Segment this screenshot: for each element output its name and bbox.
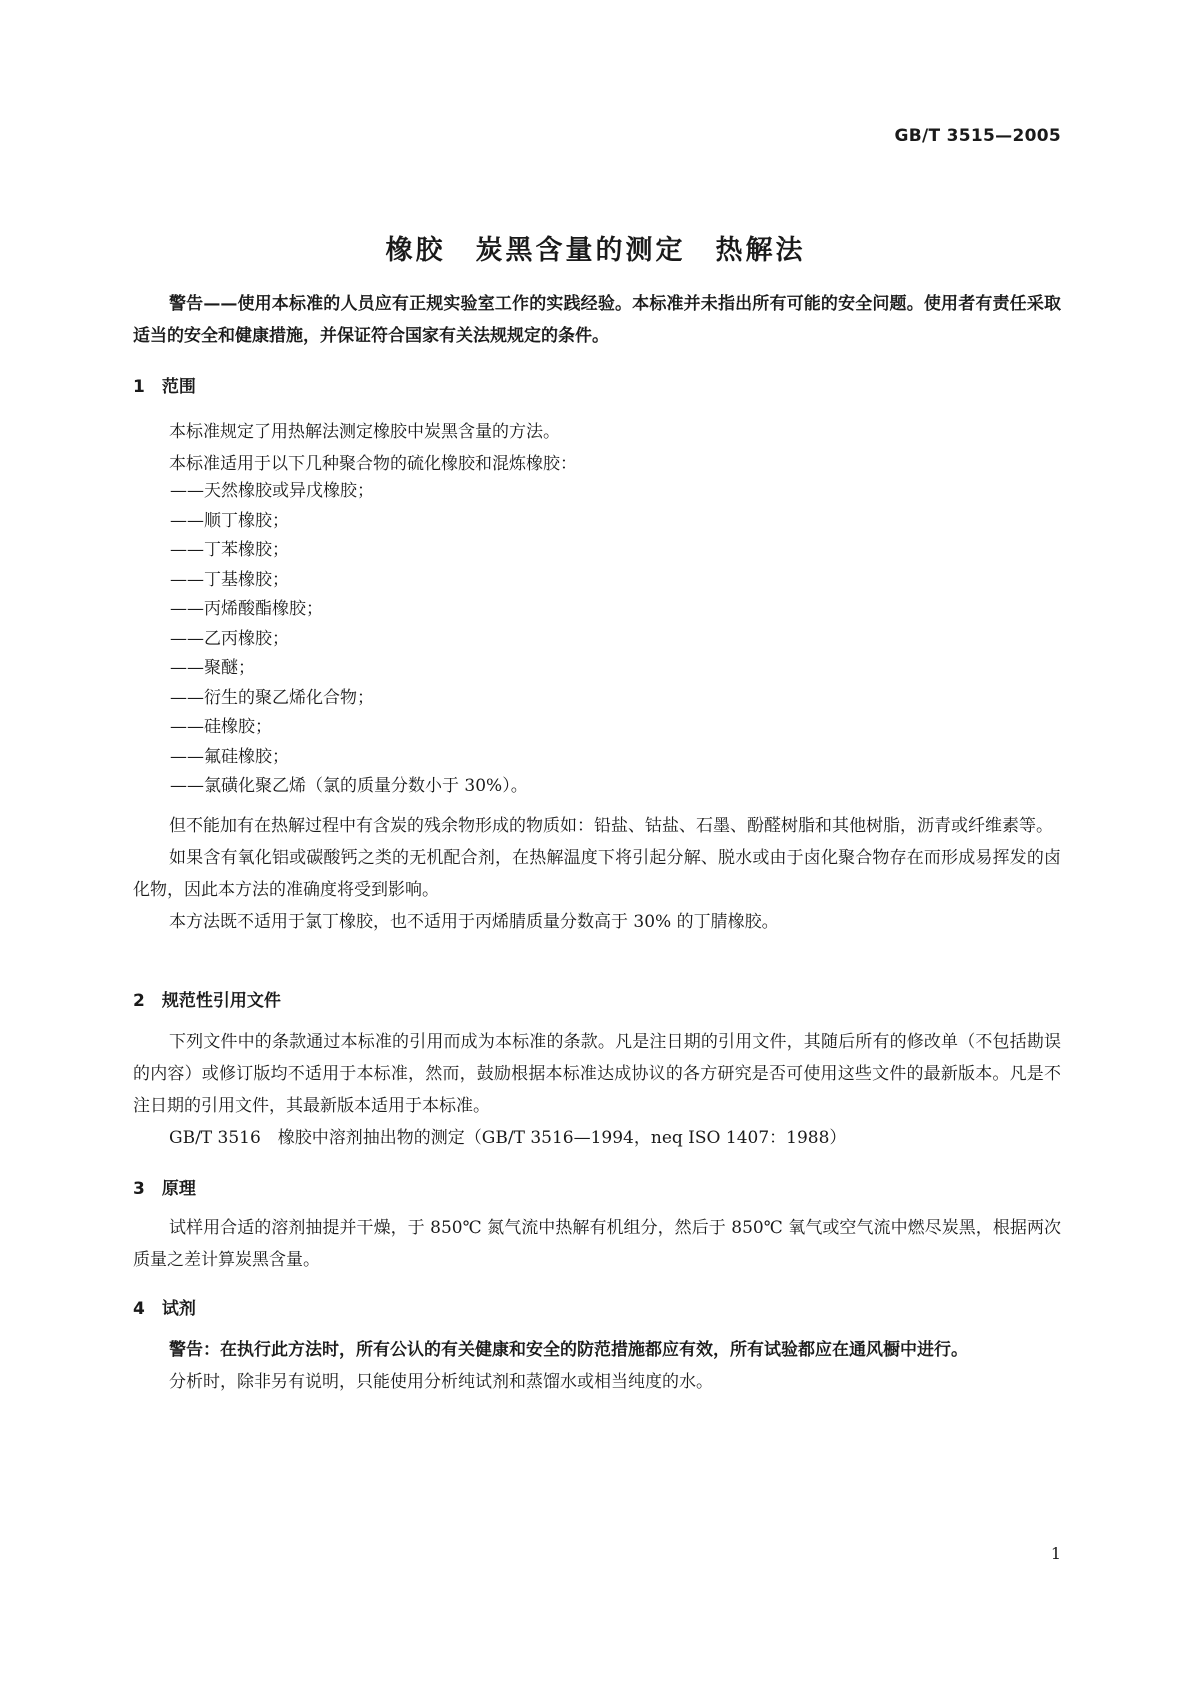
section-2-heading: 2 规范性引用文件 (133, 991, 281, 1011)
section-2-body (133, 1026, 1061, 1154)
document-title: 橡胶 炭黑含量的测定 热解法 (385, 235, 806, 266)
section-1-heading: 1 范围 (133, 377, 196, 397)
page-number: 1 (1050, 1544, 1061, 1563)
list-item: ——丙烯酸酯橡胶； (170, 599, 323, 619)
list-item: ——顺丁橡胶； (170, 510, 289, 531)
list-item: ——硅橡胶； (170, 717, 272, 737)
exclusion-paragraph: 但不能加有在热解过程中有含炭的残余物形成的物质如：铅盐、钴盐、石墨、酚醛树脂和其他树脂，沥青或纤维素等。 (169, 816, 1053, 836)
list-item: ——氯磺化聚乙烯（氯的质量分数小于 30%）。 (170, 776, 528, 796)
section-1-intro (133, 416, 1061, 480)
list-item: ——丁苯橡胶； (170, 540, 289, 560)
list-item: ——衍生的聚乙烯化合物； (170, 687, 374, 708)
section-1-notes (133, 810, 1061, 938)
applicability-paragraph: 本标准适用于以下几种聚合物的硫化橡胶和混炼橡胶： (169, 454, 577, 474)
section-4-heading: 4 试剂 (133, 1299, 196, 1319)
section-3-heading: 3 原理 (133, 1179, 196, 1199)
normative-references-paragraph: 下列文件中的条款通过本标准的引用而成为本标准的条款。凡是注日期的引用文件，其随后所有的修改单（不包括勘误的内容）或修订版均不适用于本标准，然而，鼓励根据本标准达成协议的各方研究是否可使用这些文件的最新版本。凡是不注日期的引用文件，其最新版本适用于本标准。 (133, 1032, 1061, 1116)
reagent-paragraph: 分析时，除非另有说明，只能使用分析纯试剂和蒸馏水或相当纯度的水。 (169, 1372, 713, 1392)
safety-warning (133, 288, 1061, 352)
section-3-body (133, 1212, 1061, 1276)
list-item: ——氟硅橡胶； (170, 746, 289, 767)
list-item: ——聚醚； (170, 658, 255, 678)
warning-text: 警告——使用本标准的人员应有正规实验室工作的实践经验。本标准并未指出所有可能的安全问题。使用者有责任采取适当的安全和健康措施，并保证符合国家有关法规规定的条件。 (133, 294, 1061, 346)
inorganic-paragraph: 如果含有氧化铝或碳酸钙之类的无机配合剂，在热解温度下将引起分解、脱水或由于卤化聚合物存在而形成易挥发的卤化物，因此本方法的准确度将受到影响。 (133, 848, 1061, 900)
principle-paragraph: 试样用合适的溶剂抽提并干燥，于 850℃ 氮气流中热解有机组分，然后于 850℃ 氧气或空气流中燃尽炭黑，根据两次质量之差计算炭黑含量。 (133, 1218, 1061, 1270)
section-4-body (133, 1334, 1061, 1398)
reagent-warning: 警告：在执行此方法时，所有公认的有关健康和安全的防范措施都应有效，所有试验都应在通风橱中进行。 (169, 1340, 968, 1360)
scope-paragraph: 本标准规定了用热解法测定橡胶中炭黑含量的方法。 (169, 422, 560, 442)
list-item: ——丁基橡胶； (170, 569, 289, 590)
reference-entry: GB/T 3516 橡胶中溶剂抽出物的测定（GB/T 3516—1994，neq ISO 1407：1988） (169, 1128, 847, 1148)
polymer-list (170, 477, 528, 802)
list-item: ——天然橡胶或异戊橡胶； (170, 481, 374, 501)
not-applicable-paragraph: 本方法既不适用于氯丁橡胶，也不适用于丙烯腈质量分数高于 30% 的丁腈橡胶。 (169, 912, 779, 932)
list-item: ——乙丙橡胶； (170, 628, 289, 649)
standard-code: GB/T 3515—2005 (894, 126, 1061, 146)
